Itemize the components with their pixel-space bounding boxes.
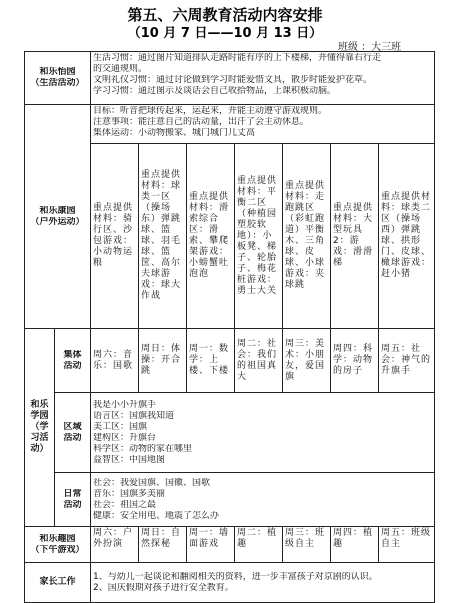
area-line: 我是小小升旗手	[93, 399, 157, 410]
quyuan-day: 周四：植趣	[331, 527, 379, 563]
group-activity-day: 周三：美术：小朋友，爱国旗	[283, 329, 331, 393]
daily-line: 社会：我爱国旗、国徽、国歌	[93, 477, 211, 488]
daily-line: 音乐：国旗多美丽	[93, 488, 166, 499]
group-activity-day: 周二：社会：我们的祖国真大	[235, 329, 283, 393]
quyuan-day: 周三：班级自主	[283, 527, 331, 563]
quyuan-day: 周五：班级自主	[379, 527, 435, 563]
kangyuan-day: 重点提供材料：球类一区（操场东）弹跳球、篮球、羽毛球、篮筐、高尔夫球游戏：球大作战	[139, 144, 187, 329]
kangyuan-goals	[91, 105, 435, 144]
daily-line: 健康：安全用电、地震了怎么办	[93, 510, 220, 521]
home-work-label: 家长工作	[25, 563, 91, 603]
home-line: 1、与幼儿一起谈论和翻阅相关的资料，进一步丰富孩子对京剧的认识。	[93, 571, 378, 582]
area-line: 美工区：国旗	[93, 421, 148, 432]
page-title: 第五、六周教育活动内容安排	[127, 6, 323, 24]
yiyuan-line: 文明礼仪习惯：通过讨论做到学习时能爱惜文具，散步时能爱护花草。	[93, 75, 373, 85]
quyuan-day: 周六：户外扮演	[91, 527, 139, 563]
area-line: 建构区：升旗台	[93, 432, 157, 443]
date-range: （10 月 7 日——10 月 13 日）	[127, 26, 323, 41]
kangyuan-line: 注意事项：能注意自己的活动量，出汗了会主动休息。	[93, 117, 310, 127]
daily-activity-content	[91, 473, 435, 527]
class-label: 班级 ：大三班	[338, 42, 402, 53]
kangyuan-line: 目标：听音把球传起来，运起来，并能主动遵守游戏规则。	[93, 106, 328, 116]
kangyuan-day: 重点提供材料：大型玩具 2：游戏：滑滑梯	[331, 144, 379, 329]
kangyuan-day: 重点提供材料：骑行区、沙包游戏：小动物运粮	[91, 144, 139, 329]
group-activity-label: 集体 活动	[55, 329, 91, 393]
yiyuan-line: 学习习惯：通过图示及谈话会自己收拾物品，上课积极动脑。	[93, 86, 337, 96]
home-line: 2、国庆假期对孩子进行安全教育。	[93, 582, 234, 593]
area-line: 科学区：动物的家在哪里	[93, 443, 193, 454]
group-activity-day: 周六：音乐：国歌	[91, 329, 139, 393]
xueyuan-label: 和乐学园 （学习活动）	[25, 329, 55, 527]
quyuan-label: 和乐趣园 （下午游戏）	[25, 527, 91, 563]
daily-line: 社会：祖国之最	[93, 499, 157, 510]
area-line: 语言区：国旗我知道	[93, 410, 175, 421]
schedule-table	[24, 51, 435, 603]
area-activity-label: 区域 活动	[55, 393, 91, 473]
yiyuan-label: 和乐怡园 （生活活动）	[25, 52, 91, 105]
yiyuan-line: 的交通规则。	[93, 64, 148, 74]
kangyuan-day: 重点提供材料：走跑跳区（彩虹跑道）平衡木、三角球、皮球、小球游戏：夹球跳	[283, 144, 331, 329]
quyuan-day: 周二：植趣	[235, 527, 283, 563]
group-activity-day: 周一：数学：上楼、下楼	[187, 329, 235, 393]
daily-activity-label: 日常 活动	[55, 473, 91, 527]
kangyuan-label: 和乐康园 （户外运动）	[25, 105, 91, 329]
kangyuan-day: 重点提供材料：球类二区（操场西）弹跳球、拱形门、皮球、橄球游戏：赶小猪	[379, 144, 435, 329]
group-activity-day: 周日：体操：开合跳	[139, 329, 187, 393]
area-activity-content	[91, 393, 435, 473]
yiyuan-line: 生活习惯：通过图片知道排队走路时能有序的上下楼梯，并懂得靠右行走	[93, 53, 382, 63]
group-activity-day: 周四：科学：动物的房子	[331, 329, 379, 393]
kangyuan-day: 重点提供材料：滑索综合区：滑索、攀爬架游戏：小螃蟹吐泡泡	[187, 144, 235, 329]
quyuan-day: 周日：自然探秘	[139, 527, 187, 563]
yiyuan-content	[91, 52, 435, 105]
area-line: 益智区：中国地图	[93, 454, 166, 465]
quyuan-day: 周一：墙面游戏	[187, 527, 235, 563]
group-activity-day: 周五：社会：神气的升旗手	[379, 329, 435, 393]
kangyuan-day: 重点提供材料：平衡二区（种植园塑胶软地）：小板凳、梯子、轮胎子、梅花桩游戏：勇士大关	[235, 144, 283, 329]
kangyuan-line: 集体运动：小动物搬家、城门城门几丈高	[93, 128, 256, 138]
home-work-content	[91, 563, 435, 603]
